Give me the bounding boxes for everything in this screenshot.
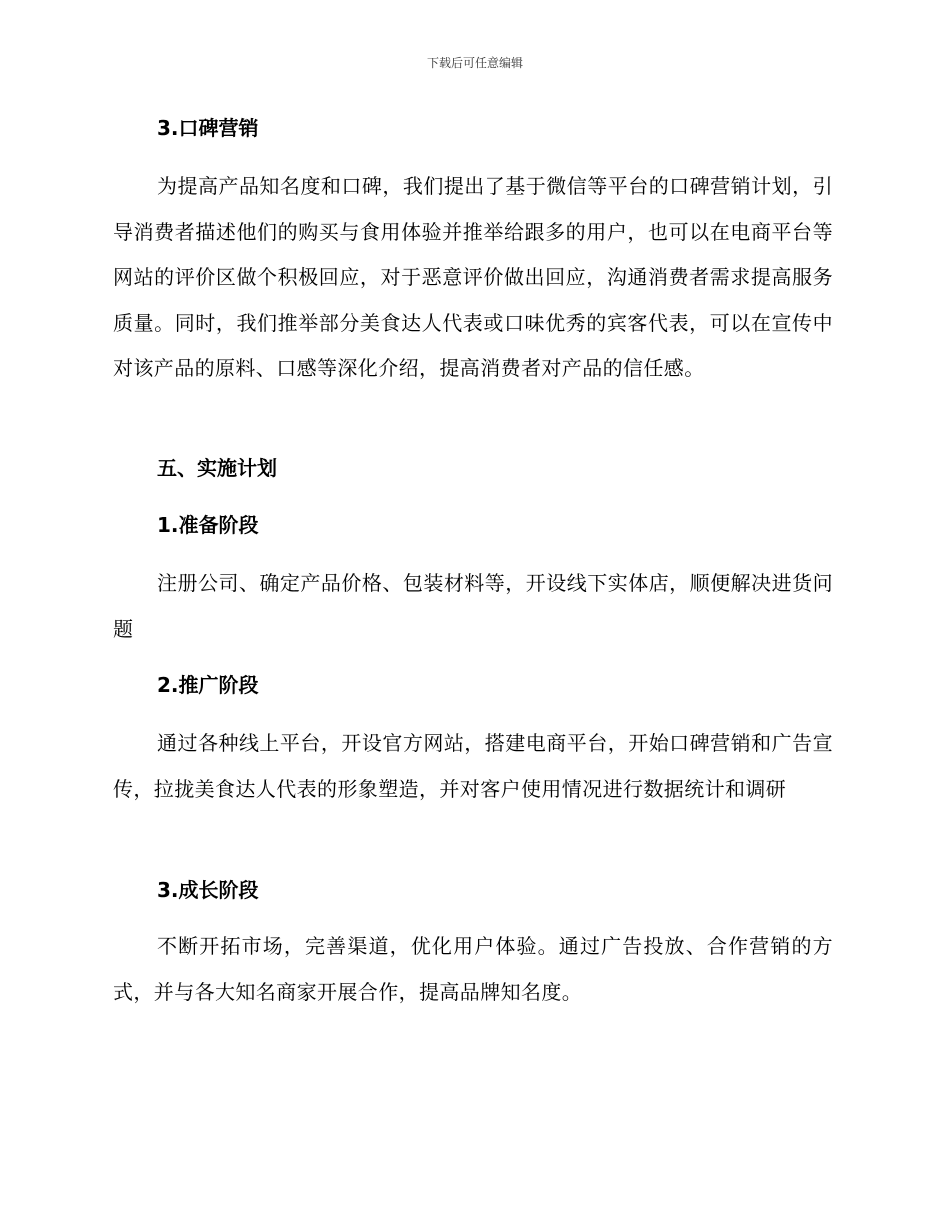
section-heading-growth: 3.成长阶段 <box>157 878 259 902</box>
page-header-note: 下载后可任意编辑 <box>426 56 523 70</box>
paragraph-promotion: 通过各种线上平台，开设官方网站，搭建电商平台，开始口碑营销和广告宣传，拉拢美食达人代表的形象塑造，并对客户使用情况进行数据统计和调研 <box>113 731 833 801</box>
section-heading-preparation: 1.准备阶段 <box>157 513 259 537</box>
section-heading-promotion: 2.推广阶段 <box>157 673 259 697</box>
paragraph-growth: 不断开拓市场，完善渠道，优化用户体验。通过广告投放、合作营销的方式，并与各大知名商家开展合作，提高品牌知名度。 <box>113 934 833 1004</box>
paragraph-preparation: 注册公司、确定产品价格、包装材料等，开设线下实体店，顺便解决进货问题 <box>113 571 833 641</box>
section-heading-implementation-plan: 五、实施计划 <box>157 456 277 480</box>
paragraph-word-of-mouth: 为提高产品知名度和口碑，我们提出了基于微信等平台的口碑营销计划，引导消费者描述他们的购买与食用体验并推举给跟多的用户，也可以在电商平台等网站的评价区做个积极回应，对于恶意评价做出回应，沟通消费者需求提高服务质量。同时，我们推举部分美食达人代表或口味优秀的宾客代表，可以在宣传中对该产品的原料、口感等深化介绍，提高消费者对产品的信任感。 <box>113 174 833 380</box>
section-heading-word-of-mouth: 3.口碑营销 <box>157 116 259 140</box>
